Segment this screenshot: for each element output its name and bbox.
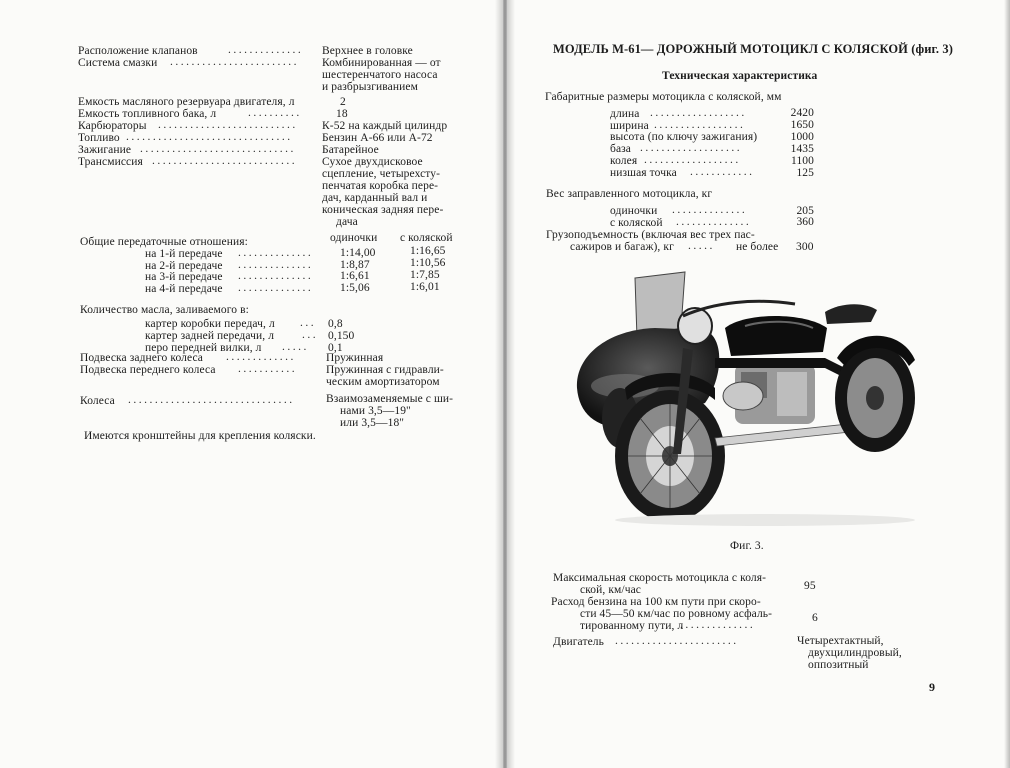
gear-solo: 1:6,61 <box>340 270 370 282</box>
footer-note: Имеются кронштейны для крепления коляски. <box>84 430 316 442</box>
spec-value: Сухое двухдисковое <box>322 156 423 168</box>
gear-ratio-title: Общие передаточные отношения: <box>80 236 248 248</box>
spec-value: Бензин А-66 или А-72 <box>322 132 433 144</box>
headlight <box>678 308 712 344</box>
perf-line: Максимальная скорость мотоцикла с коля- <box>553 572 767 584</box>
oil-row-value: 0,150 <box>328 330 355 342</box>
oil-row-label: картер коробки передач, л <box>145 318 275 330</box>
gear-solo: 1:5,06 <box>340 282 370 294</box>
gear-solo: 1:8,87 <box>340 259 370 271</box>
spec-value: Взаимозаменяемые с ши- <box>326 393 454 405</box>
figure-caption: Фиг. 3. <box>730 540 764 552</box>
book-spine <box>495 0 515 768</box>
dim-value: 1100 <box>791 155 814 167</box>
spec-label: Трансмиссия <box>78 156 143 168</box>
motorcycle-sidecar-photo <box>565 268 925 530</box>
dim-label: база <box>610 143 632 155</box>
weight-title: Вес заправленного мотоцикла, кг <box>546 188 713 200</box>
oil-row-value: 0,8 <box>328 318 343 330</box>
oil-row-value: 0,1 <box>328 342 343 354</box>
spec-value: К-52 на каждый цилиндр <box>322 120 448 132</box>
page-title: МОДЕЛЬ М-61— ДОРОЖНЫЙ МОТОЦИКЛ С КОЛЯСКОЙ (фиг. 3) <box>553 42 953 56</box>
oil-title: Количество масла, заливаемого в: <box>80 304 249 316</box>
dim-label: высота (по ключу зажигания) <box>610 131 758 143</box>
payload-value: 300 <box>796 241 814 253</box>
engine-value: Четырехтактный, <box>797 635 884 647</box>
gear-sidecar: 1:7,85 <box>410 269 440 281</box>
spec-label: Емкость масляного резервуара двигателя, л <box>78 96 295 108</box>
perf-value: 95 <box>804 580 816 592</box>
gear-row-label: на 2-й передаче <box>145 260 223 272</box>
spec-label: Система смазки <box>78 57 158 69</box>
engine-value: оппозитный <box>808 659 869 671</box>
spec-value: шестеренчатого насоса <box>322 69 438 81</box>
payload-line-2: сажиров и багаж), кг <box>570 241 674 253</box>
gear-row-label: на 1-й передаче <box>145 248 223 260</box>
weight-label: с коляской <box>610 217 663 229</box>
spec-label: Емкость топливного бака, л <box>78 108 217 120</box>
oil-row-label: перо передней вилки, л <box>145 342 262 354</box>
spec-value: Батарейное <box>322 144 379 156</box>
dim-value: 2420 <box>790 107 814 119</box>
spec-value: ческим амортизатором <box>326 376 440 388</box>
spec-value: 2 <box>340 96 346 108</box>
gear-sidecar: 1:16,65 <box>410 245 446 257</box>
col-header-sidecar: с коляской <box>400 232 453 244</box>
dim-label: низшая точка <box>610 167 677 179</box>
spec-label: Карбюраторы <box>78 120 147 132</box>
spec-value: Пружинная с гидравли- <box>326 364 444 376</box>
spec-value: коническая задняя пере- <box>322 204 444 216</box>
spec-label: Топливо <box>78 132 120 144</box>
spec-value: Верхнее в головке <box>322 45 413 57</box>
perf-line: Расход бензина на 100 км пути при скоро- <box>551 596 761 608</box>
spec-value: и разбрызгиванием <box>322 81 418 93</box>
spec-label: Расположение клапанов <box>78 45 198 57</box>
payload-line-1: Грузоподъемность (включая вес трех пас- <box>546 229 755 241</box>
gear-solo: 1:14,00 <box>340 247 376 259</box>
spec-value: дач, карданный вал и <box>322 192 428 204</box>
spec-value: 18 <box>336 108 348 120</box>
gear-sidecar: 1:10,56 <box>410 257 446 269</box>
dim-label: длина <box>610 108 640 120</box>
spec-value: нами 3,5—19" <box>340 405 411 417</box>
page-number: 9 <box>929 680 936 694</box>
perf-line: сти 45—50 км/час по ровному асфаль- <box>580 608 773 620</box>
perf-line: тированному пути, л <box>580 620 684 632</box>
gear-row-label: на 3-й передаче <box>145 271 223 283</box>
dim-value: 1435 <box>790 143 814 155</box>
dim-label: колея <box>610 155 638 167</box>
perf-value: 6 <box>812 612 818 624</box>
spec-value: сцепление, четырехсту- <box>322 168 441 180</box>
dim-value: 125 <box>796 167 814 179</box>
spec-value: пенчатая коробка пере- <box>322 180 439 192</box>
gear-sidecar: 1:6,01 <box>410 281 440 293</box>
payload-suffix: не более <box>736 241 779 253</box>
weight-label: одиночки <box>610 205 658 217</box>
spec-label: Зажигание <box>78 144 132 156</box>
engine-value: двухцилиндровый, <box>808 647 902 659</box>
weight-value: 360 <box>796 216 814 228</box>
col-header-solo: одиночки <box>330 232 378 244</box>
dimensions-title: Габаритные размеры мотоцикла с коляской, мм <box>545 91 782 103</box>
spec-value: Комбинированная — от <box>322 57 441 69</box>
gear-row-label: на 4-й передаче <box>145 283 223 295</box>
spec-label: Подвеска переднего колеса <box>80 364 216 376</box>
weight-value: 205 <box>796 205 814 217</box>
spec-value: или 3,5—18" <box>340 417 405 429</box>
spec-value: Пружинная <box>326 352 384 364</box>
spec-value: дача <box>336 216 358 228</box>
dim-label: ширина <box>610 120 649 132</box>
spec-label: Подвеска заднего колеса <box>80 352 204 364</box>
perf-line: ской, км/час <box>580 584 642 596</box>
spec-label: Колеса <box>80 395 115 407</box>
page-subtitle: Техническая характеристика <box>662 70 818 82</box>
dim-value: 1000 <box>790 131 814 143</box>
oil-row-label: картер задней передачи, л <box>145 330 275 342</box>
dim-value: 1650 <box>790 119 814 131</box>
engine-label: Двигатель <box>553 636 604 648</box>
